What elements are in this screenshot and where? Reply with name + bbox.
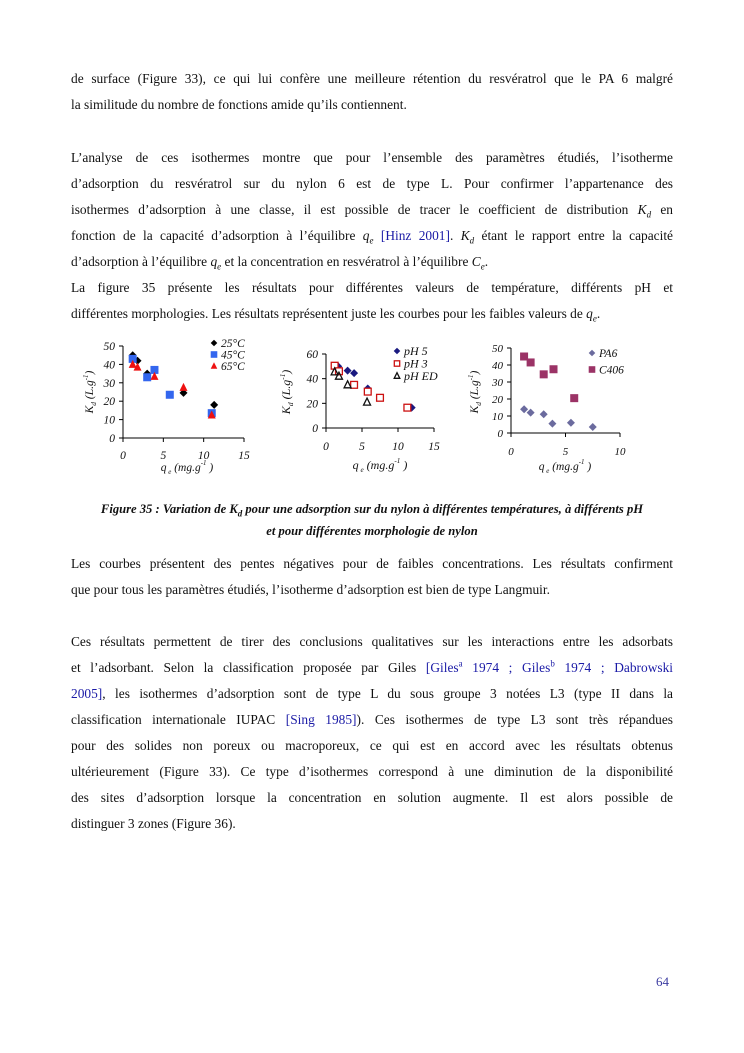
text-run: .	[596, 306, 601, 321]
series-45-c	[129, 355, 216, 417]
y-tick-label: 20	[306, 398, 318, 411]
y-axis-label: $K_d$ $(L.g^{-1})$	[279, 369, 295, 415]
x-tick-label: 0	[508, 446, 514, 458]
x-tick-label: 10	[392, 441, 404, 453]
citation-link-dabrowski-2005[interactable]: 1974 ; Dabrowski	[554, 660, 673, 675]
legend	[211, 338, 245, 373]
legend-label: C406	[599, 364, 624, 377]
x-tick-label: 0	[323, 441, 329, 453]
text-run: ). Ces isothermes de type L3 sont très répandues	[356, 712, 673, 727]
series-ph-3	[331, 362, 411, 411]
text-line	[71, 223, 673, 249]
x-tick-label: 10	[614, 446, 626, 458]
legend-label: pH 5	[404, 344, 428, 358]
var-c: C	[471, 254, 481, 269]
superscript: b	[550, 658, 555, 669]
text-run: classification internationale IUPAC	[71, 712, 286, 727]
x-tick-label: 5	[160, 450, 167, 462]
text-line: distinguer 3 zones (Figure 36).	[71, 816, 236, 831]
legend-label: pH ED	[404, 369, 438, 383]
text-run: différentes morphologies. Les résultats représentent juste les courbes pour les faibles valeurs de	[71, 306, 587, 321]
var-sub: e	[480, 261, 485, 272]
var-k: K	[460, 228, 470, 243]
var-sub: e	[369, 235, 374, 246]
text-line	[71, 249, 673, 275]
y-axis-label: $K_d$ $(L.g^{-1})$	[468, 370, 483, 414]
y-tick-label: 20	[103, 396, 115, 409]
text-run: et l’adsorbant. Selon la classification proposée par Giles	[71, 660, 426, 675]
x-tick-label: 0	[120, 450, 126, 462]
series-ph-5	[334, 362, 415, 411]
series-65-c	[129, 360, 216, 419]
text-run: étant le rapport entre la capacité	[474, 228, 673, 243]
text-line: que pour tous les paramètres étudiés, l’isotherme d’adsorption est bien de type Langmuir.	[71, 582, 550, 597]
text-line: d’adsorption du resvératrol sur du nylon 6 est de type L. Pour confirmer l’appartenance des	[71, 176, 673, 191]
var-sub: e	[217, 261, 222, 272]
y-tick-label: 30	[103, 377, 115, 390]
x-axis-label: q $_e$ ($mg.g^{-1}$ )	[160, 460, 214, 476]
paragraph-intro	[71, 66, 673, 118]
y-axis-label: $K_d$ $(L.g^{-1})$	[83, 370, 98, 414]
citation-link-giles-1974a[interactable]	[426, 660, 463, 675]
text-line: Ces résultats permettent de tirer des conclusions qualitatives sur les interactions entre les adsorbats	[71, 634, 673, 649]
y-tick-label: 50	[103, 341, 115, 353]
var-q: q	[586, 306, 593, 321]
citation-link-sing-1985[interactable]: [Sing 1985]	[285, 712, 357, 727]
scatter-chart-2	[279, 344, 440, 474]
text-run: 1974 ; Giles	[462, 660, 551, 675]
text-run: , les isothermes d’adsorption sont de type L du sous groupe 3 notées L3 (type II dans la	[102, 686, 673, 701]
y-tick-label: 30	[492, 377, 503, 389]
text-run: pour une adsorption sur du nylon à différentes températures, à différents pH	[242, 502, 644, 516]
legend-label: PA6	[599, 348, 618, 360]
text-run: d’adsorption à l’équilibre	[71, 254, 211, 269]
text-line: la similitude du nombre de fonctions amide qu’ils contiennent.	[71, 97, 407, 112]
legend-label: 25°C	[221, 338, 245, 350]
x-tick-label: 5	[562, 446, 569, 458]
text-line: L’analyse de ces isothermes montre que pour l’ensemble des paramètres étudiés, l’isotherme	[71, 150, 673, 165]
series-c406	[520, 353, 578, 403]
citation-link-giles-1974b[interactable]	[463, 660, 555, 675]
text-run: et la concentration en resvératrol à l’équilibre	[221, 254, 472, 269]
citation-link-dabrowski-2005-end[interactable]: 2005]	[71, 686, 103, 701]
text-line	[71, 707, 673, 733]
caption-sub: d	[237, 508, 243, 519]
figure-caption	[71, 498, 673, 542]
y-tick-label: 40	[492, 360, 503, 372]
y-tick-label: 10	[103, 414, 115, 427]
caption-line-1	[71, 498, 673, 520]
y-tick-label: 60	[306, 349, 318, 361]
citation-link-hinz-2001[interactable]: [Hinz 2001]	[373, 228, 450, 243]
y-tick-label: 0	[312, 423, 318, 435]
legend-label: 45°C	[221, 349, 245, 362]
paragraph-conclusions	[71, 629, 673, 837]
y-tick-label: 0	[497, 428, 503, 440]
paragraph-slopes	[71, 551, 673, 603]
superscript: a	[458, 658, 463, 669]
text-run: .	[449, 228, 461, 243]
legend	[394, 344, 438, 383]
text-line: Les courbes présentent des pentes négatives pour de faibles concentrations. Les résultats confirment	[71, 556, 673, 571]
text-line: ultérieurement (Figure 33). Ce type d’isothermes correspond à une diminution de la disponibilité	[71, 764, 673, 779]
y-tick-label: 50	[492, 343, 503, 355]
var-sub: e	[592, 313, 597, 324]
text-run: isothermes d’adsorption à une classe, il est possible de tracer le coefficient de distribution	[71, 202, 638, 217]
legend	[589, 348, 624, 377]
x-tick-label: 10	[197, 450, 210, 462]
var-k: K	[637, 202, 647, 217]
text-line	[71, 681, 673, 707]
text-line: des sites d’adsorption lorsque la concentration en solution augmente. Il est alors possible de	[71, 790, 673, 805]
series-25-c	[129, 351, 218, 409]
text-line: pour des solides non poreux ou macroporeux, ce qui est en accord avec les résultats obtenus	[71, 738, 673, 753]
text-run: Figure 35 : Variation de K	[100, 502, 238, 516]
x-axis-label: q $_e$ ($mg.g^{-1}$ )	[538, 459, 592, 475]
x-tick-label: 15	[238, 450, 250, 462]
text-line: de surface (Figure 33), ce qui lui confère une meilleure rétention du resvératrol que le PA 6 malgré	[71, 71, 673, 86]
text-line	[71, 301, 673, 327]
x-tick-label: 15	[428, 441, 440, 453]
y-tick-label: 20	[492, 394, 503, 406]
text-line: La figure 35 présente les résultats pour différentes valeurs de température, différents pH et	[71, 280, 673, 295]
text-run: [Giles	[425, 660, 459, 675]
var-q: q	[362, 228, 370, 243]
x-tick-label: 5	[359, 441, 365, 453]
text-line	[71, 197, 673, 223]
text-run: en	[651, 202, 673, 217]
y-tick-label: 40	[306, 373, 318, 386]
legend-label: pH 3	[404, 356, 428, 371]
page-number: 64	[656, 974, 669, 989]
series-pa6	[520, 405, 597, 431]
scatter-chart-1	[83, 338, 250, 476]
text-run: fonction de la capacité d’adsorption à l’équilibre	[71, 228, 363, 243]
y-tick-label: 0	[109, 433, 115, 445]
paragraph-analysis	[71, 145, 673, 327]
var-sub: d	[646, 209, 652, 220]
var-q: q	[210, 254, 218, 269]
legend-label: 65°C	[221, 361, 245, 373]
y-tick-label: 40	[103, 359, 115, 372]
text-run: .	[484, 254, 489, 269]
x-axis-label: q $_e$ ($mg.g^{-1}$ )	[352, 457, 408, 474]
var-sub: d	[469, 235, 475, 246]
caption-line-2: et pour différentes morphologie de nylon	[266, 524, 478, 538]
text-line	[71, 655, 673, 681]
series-ph-ed	[331, 368, 370, 405]
scatter-chart-3	[468, 343, 626, 475]
y-tick-label: 10	[492, 411, 503, 423]
